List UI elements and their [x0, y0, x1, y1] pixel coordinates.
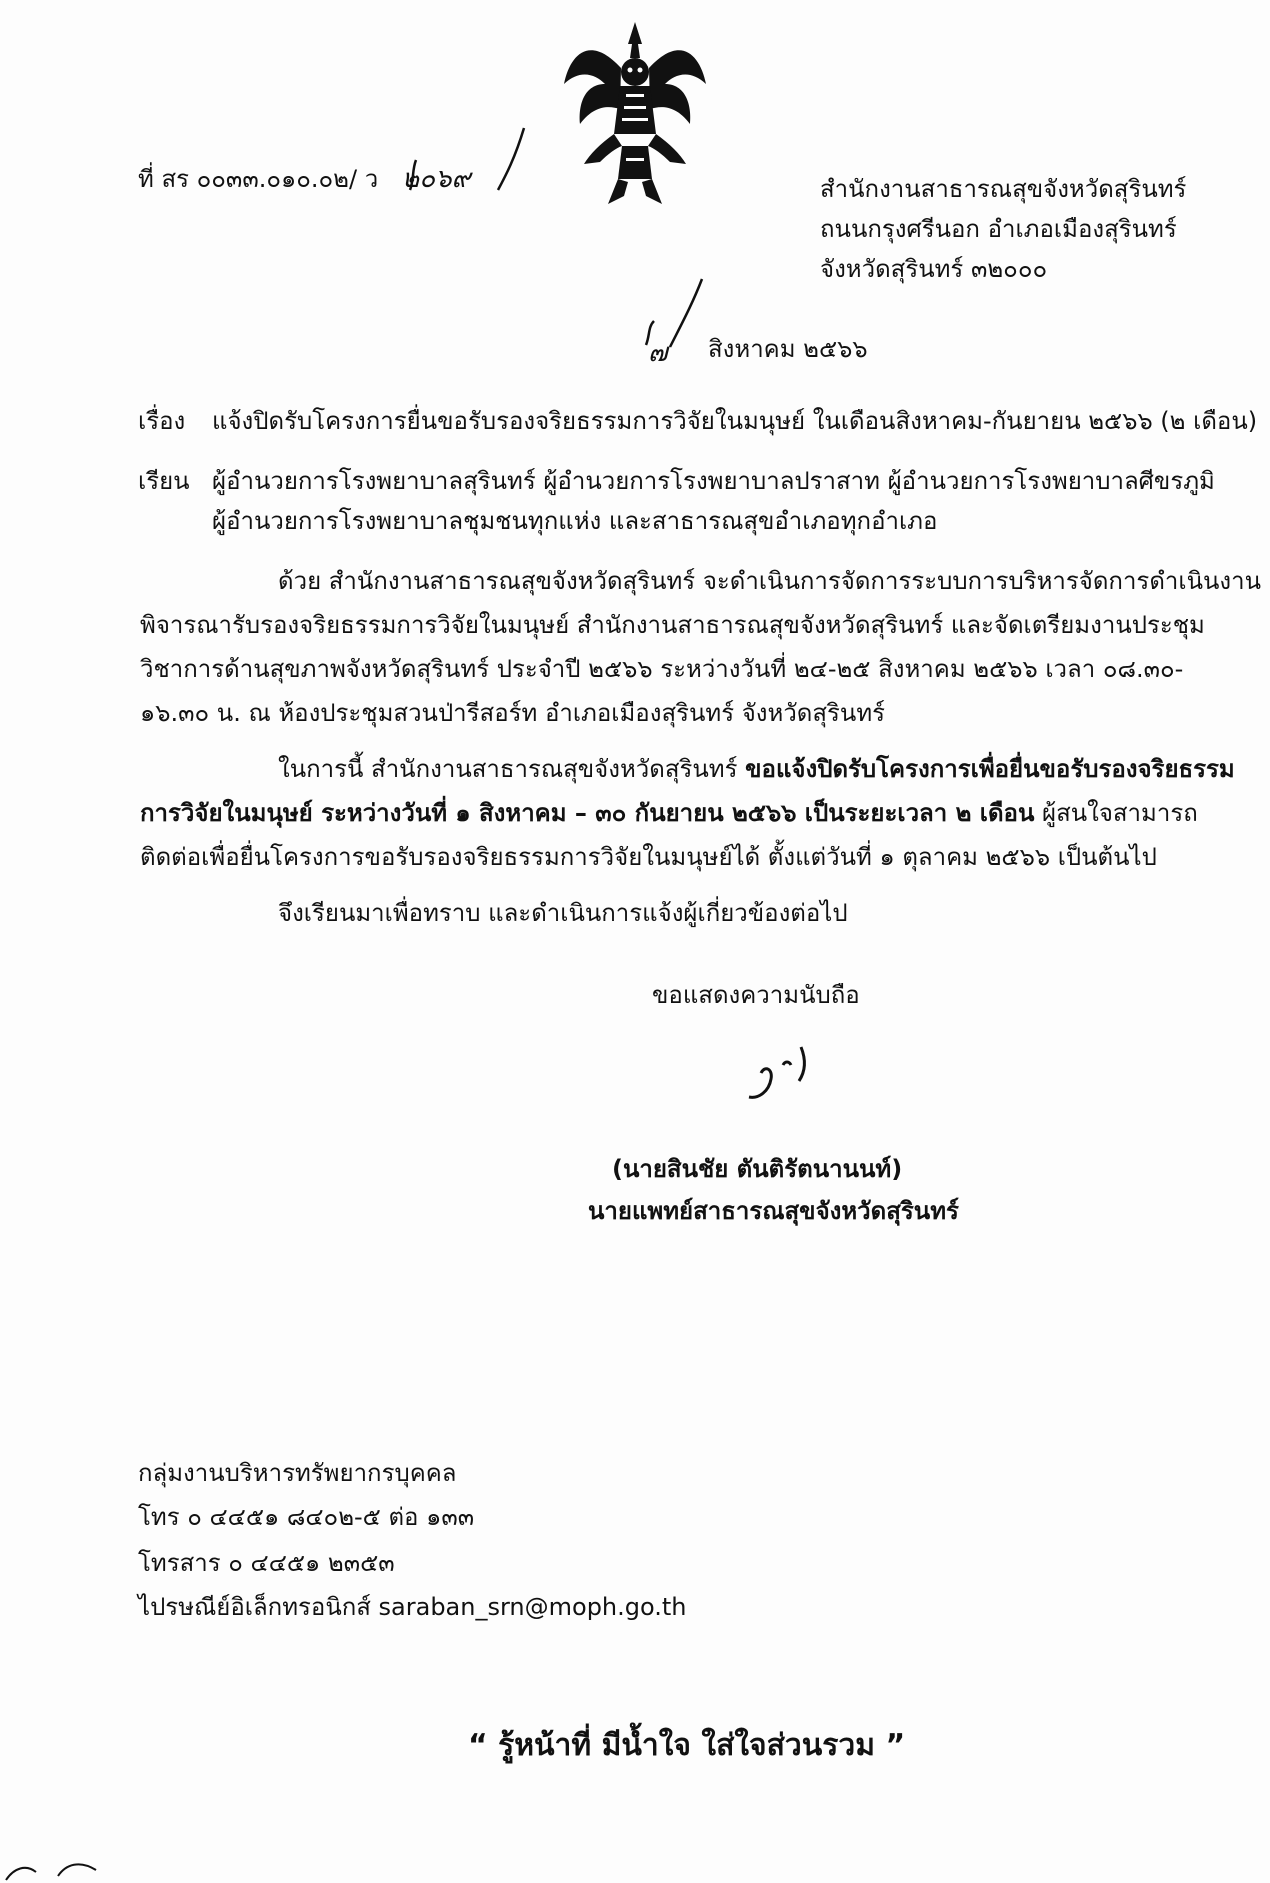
closing-text: ขอแสดงความนับถือ	[652, 981, 860, 1009]
paragraph2-emphasis: ขอแจ้งปิดรับโครงการเพื่อยื่นขอรับรองจริยธรรม	[745, 755, 1235, 783]
body-paragraph3: จึงเรียนมาเพื่อทราบ และดำเนินการแจ้งผู้เกี่ยวข้องต่อไป	[278, 899, 848, 927]
signer-title: นายแพทย์สาธารณสุขจังหวัดสุรินทร์	[588, 1197, 959, 1225]
stray-pen-mark	[0, 1850, 120, 1883]
reference-handwritten: ๒๐๖๙	[402, 164, 471, 194]
body-paragraph2-line3: ติดต่อเพื่อยื่นโครงการขอรับรองจริยธรรมการวิจัยในมนุษย์ได้ ตั้งแต่วันที่ ๑ ตุลาคม ๒๕๖๖ เป็นต้นไป	[140, 843, 1157, 871]
body-paragraph1-line: วิชาการด้านสุขภาพจังหวัดสุรินทร์ ประจำปี ๒๕๖๖ ระหว่างวันที่ ๒๔-๒๕ สิงหาคม ๒๕๖๖ เวลา ๐๘.๓๐-	[140, 655, 1184, 683]
footer-department: กลุ่มงานบริหารทรัพยากรบุคคล	[138, 1459, 457, 1487]
footer-telephone: โทร ๐ ๔๔๕๑ ๘๔๐๒-๕ ต่อ ๑๓๓	[138, 1503, 475, 1531]
recipient-line1: ผู้อำนวยการโรงพยาบาลสุรินทร์ ผู้อำนวยการโรงพยาบาลปราสาท ผู้อำนวยการโรงพยาบาลศีขรภูมิ	[212, 467, 1215, 495]
body-paragraph1-line: ด้วย สำนักงานสาธารณสุขจังหวัดสุรินทร์ จะดำเนินการจัดการระบบการบริหารจัดการดำเนินงาน	[278, 567, 1261, 595]
recipient-line2: ผู้อำนวยการโรงพยาบาลชุมชนทุกแห่ง และสาธารณสุขอำเภอทุกอำเภอ	[212, 507, 938, 535]
reference-number: ที่ สร ๐๐๓๓.๐๑๐.๐๒/ ว	[138, 165, 379, 193]
subject-text: แจ้งปิดรับโครงการยื่นขอรับรองจริยธรรมการวิจัยในมนุษย์ ในเดือนสิงหาคม-กันยายน ๒๕๖๖ (๒ เดือน)	[212, 407, 1258, 435]
recipient-label: เรียน	[138, 467, 190, 495]
handwritten-slash-mark	[400, 120, 530, 200]
garuda-emblem-icon	[560, 14, 710, 214]
body-paragraph1-line: ๑๖.๓๐ น. ณ ห้องประชุมสวนป่ารีสอร์ท อำเภอเมืองสุรินทร์ จังหวัดสุรินทร์	[140, 699, 886, 727]
paragraph2-emphasis: การวิจัยในมนุษย์ ระหว่างวันที่ ๑ สิงหาคม – ๓๐ กันยายน ๒๕๖๖ เป็นระยะเวลา ๒ เดือน	[140, 799, 1035, 827]
handwritten-signature	[735, 1035, 825, 1105]
sender-address-line3: จังหวัดสุรินทร์ ๓๒๐๐๐	[820, 255, 1048, 283]
footer-email: ไปรษณีย์อิเล็กทรอนิกส์ saraban_srn@moph.go.th	[138, 1593, 687, 1621]
footer-fax: โทรสาร ๐ ๔๔๕๑ ๒๓๕๓	[138, 1549, 395, 1577]
sender-address-line2: ถนนกรุงศรีนอก อำเภอเมืองสุรินทร์	[820, 215, 1177, 243]
sender-address-line1: สำนักงานสาธารณสุขจังหวัดสุรินทร์	[820, 175, 1187, 203]
body-paragraph2-line1	[278, 752, 1235, 786]
date-text: สิงหาคม ๒๕๖๖	[708, 335, 868, 363]
slogan: “ รู้หน้าที่ มีน้ำใจ ใส่ใจส่วนรวม ”	[468, 1728, 906, 1763]
paragraph2-text: ผู้สนใจสามารถ	[1034, 799, 1198, 827]
signer-name: (นายสินชัย ตันติรัตนานนท์)	[612, 1155, 903, 1183]
paragraph2-text: ในการนี้ สำนักงานสาธารณสุขจังหวัดสุรินทร์	[278, 755, 746, 783]
subject-label: เรื่อง	[138, 407, 186, 435]
body-paragraph2-line2	[140, 796, 1198, 830]
date-day-handwritten: ๗	[648, 338, 668, 368]
body-paragraph1-line: พิจารณารับรองจริยธรรมการวิจัยในมนุษย์ สำนักงานสาธารณสุขจังหวัดสุรินทร์ และจัดเตรียมงานประชุม	[140, 611, 1205, 639]
